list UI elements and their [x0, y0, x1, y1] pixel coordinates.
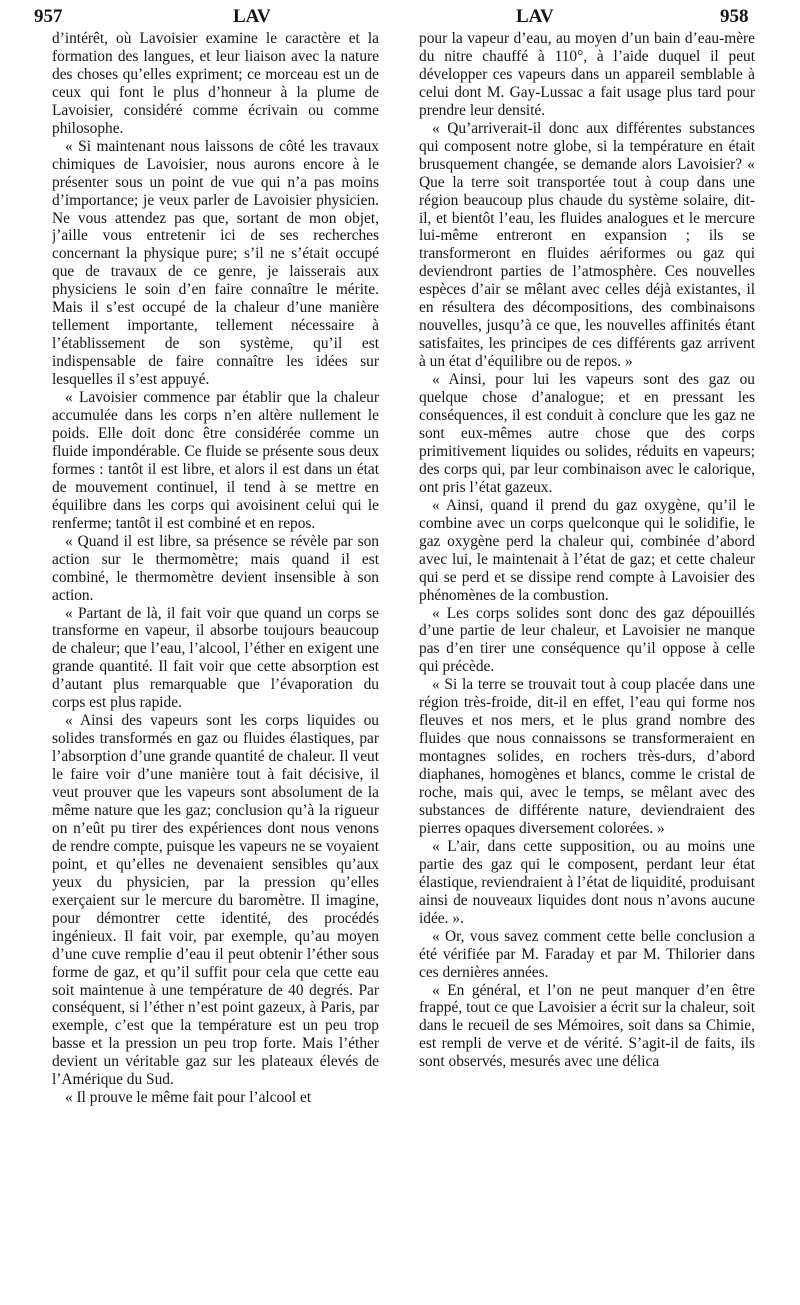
paragraph: « Qu’arriverait-il donc aux différentes substances qui composent notre globe, si la température en était brusquement changée, se demande alors Lavoisier? « Que la terre soit transportée tout à coup dans une région beaucoup plus chaude du système solaire, dit-il, et bientôt l’eau, les fluides analogues et le mercure lui-même entreront en expansion ; ils se transformeront en fluides aériformes ou gaz qui deviendront parties de l’atmosphère. Ces nouvelles espèces d’air se mêlant avec celles déjà existantes, il en résultera des décompositions, des combinaisons nouvelles, jusqu’à ce que, les nouvelles affinités étant satisfaites, les principes de ces différents gaz arrivent à un état d’équilibre ou de repos. » — [419, 119, 755, 371]
paragraph: « Il prouve le même fait pour l’alcool et — [65, 1089, 312, 1107]
paragraph: d’intérêt, où Lavoisier examine le caractère et la formation des langues, et leur liaison avec la nature des choses qu’elles expriment; ce morceau est un de ceux qui font le plus d’honneur à la plume de Lavoisier, considéré comme écrivain ou comme philosophe. — [52, 30, 379, 137]
paragraph: « Lavoisier commence par établir que la chaleur accumulée dans les corps n’en altère nullement le poids. Elle doit donc être considérée comme un fluide impondérable. Ce fluide se présente sous deux formes : tantôt il est libre, et alors il est dans un état de mouvement continuel, il tend à se mettre en équilibre dans les corps qui avoisinent celui qui le renferme; tantôt il est combiné et en repos. — [52, 389, 379, 532]
paragraph: « Partant de là, il fait voir que quand un corps se transforme en vapeur, il absorbe toujours beaucoup de chaleur; que l’eau, l’alcool, l’éther en exigent une grande quantité. Il fait voir que cette absorption est d’autant plus remarquable que l’évaporation du corps est plus rapide. — [52, 604, 379, 712]
paragraph: « L’air, dans cette supposition, ou au moins une partie des gaz qui le composent, perdant leur état élastique, reviendraient à l’état de liquidité, produisant ainsi de nouveaux liquides dont nous n’avons aucune idée. ». — [419, 837, 755, 927]
paragraph: « Or, vous savez comment cette belle conclusion a été vérifiée par M. Faraday et par M. Thilorier dans ces dernières années. — [419, 927, 755, 981]
paragraph: « Ainsi, quand il prend du gaz oxygène, qu’il le combine avec un corps quelconque qui le solidifie, le gaz oxygène perd la chaleur qui, combinée d’abord avec lui, le maintenait à l’état de gaz; et cette chaleur qui se perd et se dissipe rend compte à Lavoisier des phénomènes de la combustion. — [419, 496, 755, 604]
paragraph: « Si la terre se trouvait tout à coup placée dans une région très-froide, dit-il en effet, l’eau qui forme nos fleuves et nos mers, et le plus grand nombre des fluides que nous connaissons se transformeraient en montagnes solides, en rochers très-durs, d’abord diaphanes, homogènes et blancs, comme le cristal de roche, mais qui, avec le temps, se mêlant avec des substances de différente nature, deviendraient des pierres opaques diversement colorées. » — [419, 676, 755, 837]
paragraph: « Ainsi, pour lui les vapeurs sont des gaz ou quelque chose d’analogue; et en pressant les conséquences, il est conduit à conclure que les gaz ne sont eux-mêmes autre chose que des corps primitivement liquides ou solides, réduits en vapeurs; des corps qui, par leur combinaison avec le calorique, ont pris l’état gazeux. — [419, 371, 755, 496]
paragraph: « Quand il est libre, sa présence se révèle par son action sur le thermomètre; mais quand il est combiné, le thermomètre devient insensible à son action. — [52, 532, 379, 604]
left-column — [52, 30, 379, 1302]
paragraph: « Si maintenant nous laissons de côté les travaux chimiques de Lavoisier, nous aurons encore à le présenter sous un point de vue qui n’a pas moins d’importance; je veux parler de Lavoisier physicien. Ne vous attendez pas que, sortant de mon objet, j’aille vous entretenir ici de ses recherches concernant la physique pure; s’il ne s’était occupé que de travaux de ce genre, je laisserais aux physiciens le soin d’en faire connaître le mérite. Mais il s’est occupé de la chaleur d’une manière tellement importante, tellement nécessaire à l’établissement de son système, qu’il est indispensable de faire connaître les idées sur lesquelles il s’est appuyé. — [52, 137, 379, 389]
paragraph: « Les corps solides sont donc des gaz dépouillés d’une partie de leur chaleur, et Lavoisier ne manque pas d’en tirer une conséquence qu’il oppose à celle qui précède. — [419, 604, 755, 676]
right-page-number: 958 — [720, 6, 749, 27]
paragraph: « En général, et l’on ne peut manquer d’en être frappé, tout ce que Lavoisier a écrit sur la chaleur, soit dans le recueil de ses Mémoires, soit dans sa Chimie, est rempli de verve et de vérité. S’agit-il de faits, ils sont observés, mesurés avec une délica — [419, 981, 755, 1071]
paragraph: pour la vapeur d’eau, au moyen d’un bain d’eau-mère du nitre chauffé à 110°, à l’aide duquel il peut développer ces vapeurs dans un appareil semblable à celui dont M. Gay-Lussac a fait usage plus tard pour prendre leur densité. — [419, 30, 755, 119]
left-running-head: LAV — [233, 6, 271, 27]
paragraph: « Ainsi des vapeurs sont les corps liquides ou solides transformés en gaz ou fluides élastiques, par l’absorption d’une grande quantité de chaleur. Il veut le faire voir d’une manière tout à fait décisive, il veut prouver que les vapeurs sont absolument de la même nature que les gaz; conclusion qu’à la rigueur on n’eût pu tirer des expériences dont nous venons de rendre compte, puisque les vapeurs ne se voyaient point, et qu’elles ne devenaient sensibles qu’aux yeux du physicien, par la pression qu’elles exerçaient sur le mercure du baromètre. Il imagine, pour démontrer cette identité, des procédés ingénieux. Il fait voir, par exemple, qu’au moyen d’une cuve remplie d’eau il peut obtenir l’éther sous forme de gaz, et qu’il suffit pour cela que cette eau soit maintenue à une température de 40 degrés. Par conséquent, si l’éther n’est point gazeux, à Paris, par exemple, c’est que la température est un peu trop basse et la pression un peu trop forte. Mais l’éther devient un véritable gaz sur les plateaux élevés de l’Amérique du Sud. — [52, 712, 379, 1089]
right-running-head: LAV — [516, 6, 554, 27]
left-page-number: 957 — [34, 6, 63, 27]
running-header — [0, 2, 800, 32]
right-column — [419, 30, 755, 1302]
